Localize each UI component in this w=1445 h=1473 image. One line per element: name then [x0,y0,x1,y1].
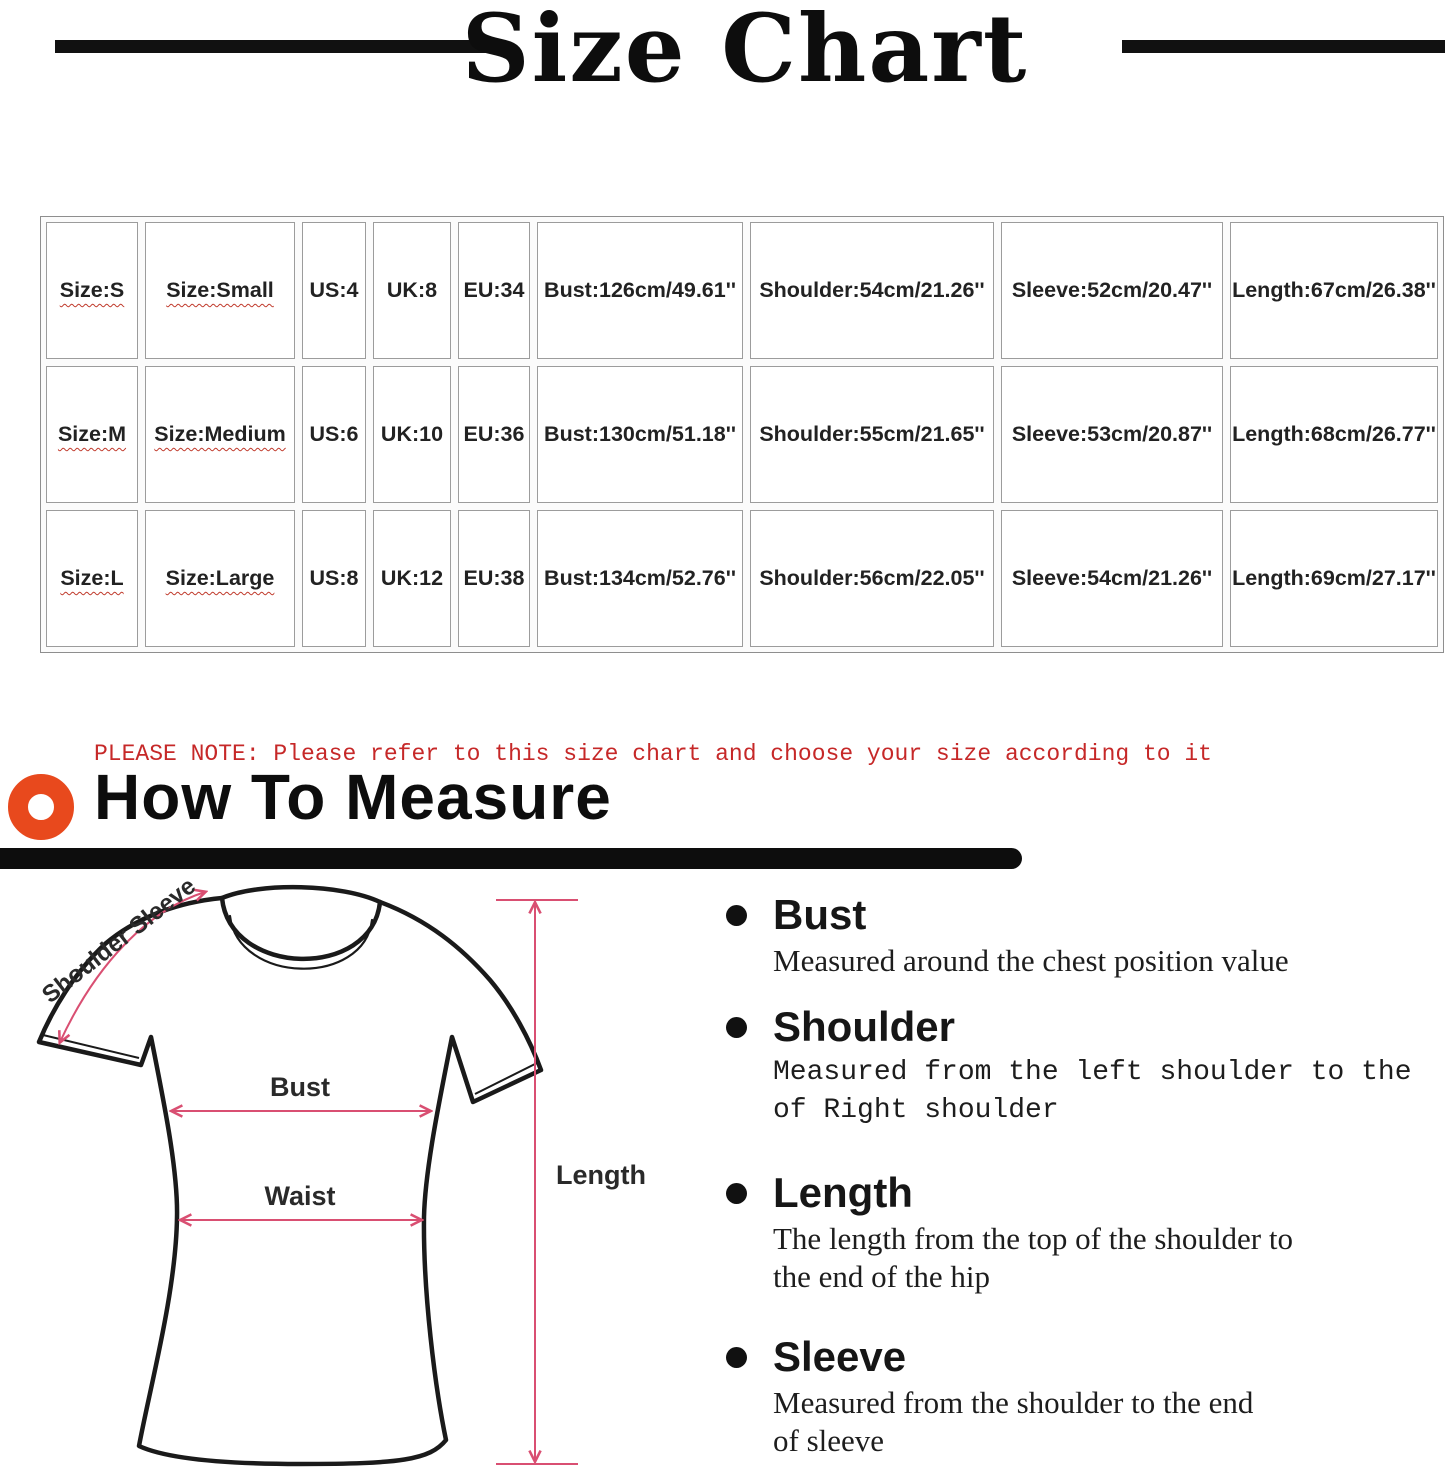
section-divider-bar [0,848,1022,869]
measure-item-bust [726,892,1440,980]
bullet-icon [726,1017,747,1038]
table-cell: UK:10 [373,366,451,503]
please-note-text: PLEASE NOTE: Please refer to this size chart and choose your size according to it [94,741,1212,767]
table-cell: EU:36 [458,366,530,503]
page-title: Size Chart [461,0,1029,104]
table-cell: Shoulder:55cm/21.65'' [750,366,994,503]
bust-label: Bust [270,1072,330,1102]
table-cell: EU:38 [458,510,530,647]
table-cell: EU:34 [458,222,530,359]
o-ring-icon [8,774,74,840]
bullet-icon [726,1347,747,1368]
measure-item-label: Length [773,1169,913,1216]
table-cell: Size:M [46,366,138,503]
measure-item-shoulder [726,1004,1440,1130]
waist-label: Waist [264,1181,336,1211]
how-to-measure-heading: How To Measure [94,761,612,833]
measure-item-description: The length from the top of the shoulder to the end of the hip [773,1221,1293,1294]
table-cell: Length:68cm/26.77'' [1230,366,1438,503]
measure-item-description: Measured around the chest position value [773,943,1289,978]
table-cell: Sleeve:54cm/21.26'' [1001,510,1223,647]
measure-item-label: Shoulder [773,1003,956,1050]
measure-definitions [726,892,1440,1460]
length-label: Length [556,1160,646,1190]
table-cell: Length:67cm/26.38'' [1230,222,1438,359]
measure-item-length [726,1170,1440,1296]
table-cell: US:4 [302,222,366,359]
table-cell: Size:L [46,510,138,647]
table-cell: Sleeve:52cm/20.47'' [1001,222,1223,359]
size-table [40,216,1444,653]
table-cell: Size:Small [145,222,295,359]
shoulder-sleeve-label: Shoulder Sleeve [37,872,201,1009]
table-cell: Bust:130cm/51.18'' [537,366,743,503]
table-cell: US:6 [302,366,366,503]
table-cell: Bust:126cm/49.61'' [537,222,743,359]
table-cell: US:8 [302,510,366,647]
bullet-icon [726,1183,747,1204]
measure-item-description: Measured from the shoulder to the end of sleeve [773,1385,1254,1458]
table-cell: Length:69cm/27.17'' [1230,510,1438,647]
table-cell: Shoulder:54cm/21.26'' [750,222,994,359]
bullet-icon [726,905,747,926]
table-cell: Shoulder:56cm/22.05'' [750,510,994,647]
table-cell: Sleeve:53cm/20.87'' [1001,366,1223,503]
tshirt-measure-diagram [0,872,660,1473]
measure-item-sleeve [726,1334,1440,1460]
table-cell: UK:12 [373,510,451,647]
title-rule-right [1122,40,1445,53]
table-cell: Bust:134cm/52.76'' [537,510,743,647]
table-cell: Size:S [46,222,138,359]
measure-item-label: Bust [773,891,867,938]
measure-item-label: Sleeve [773,1333,907,1380]
tshirt-outline [39,887,541,1464]
table-cell: Size:Large [145,510,295,647]
table-cell: Size:Medium [145,366,295,503]
measure-item-description: Measured from the left shoulder to the of Right shoulder [773,1057,1412,1126]
table-cell: UK:8 [373,222,451,359]
